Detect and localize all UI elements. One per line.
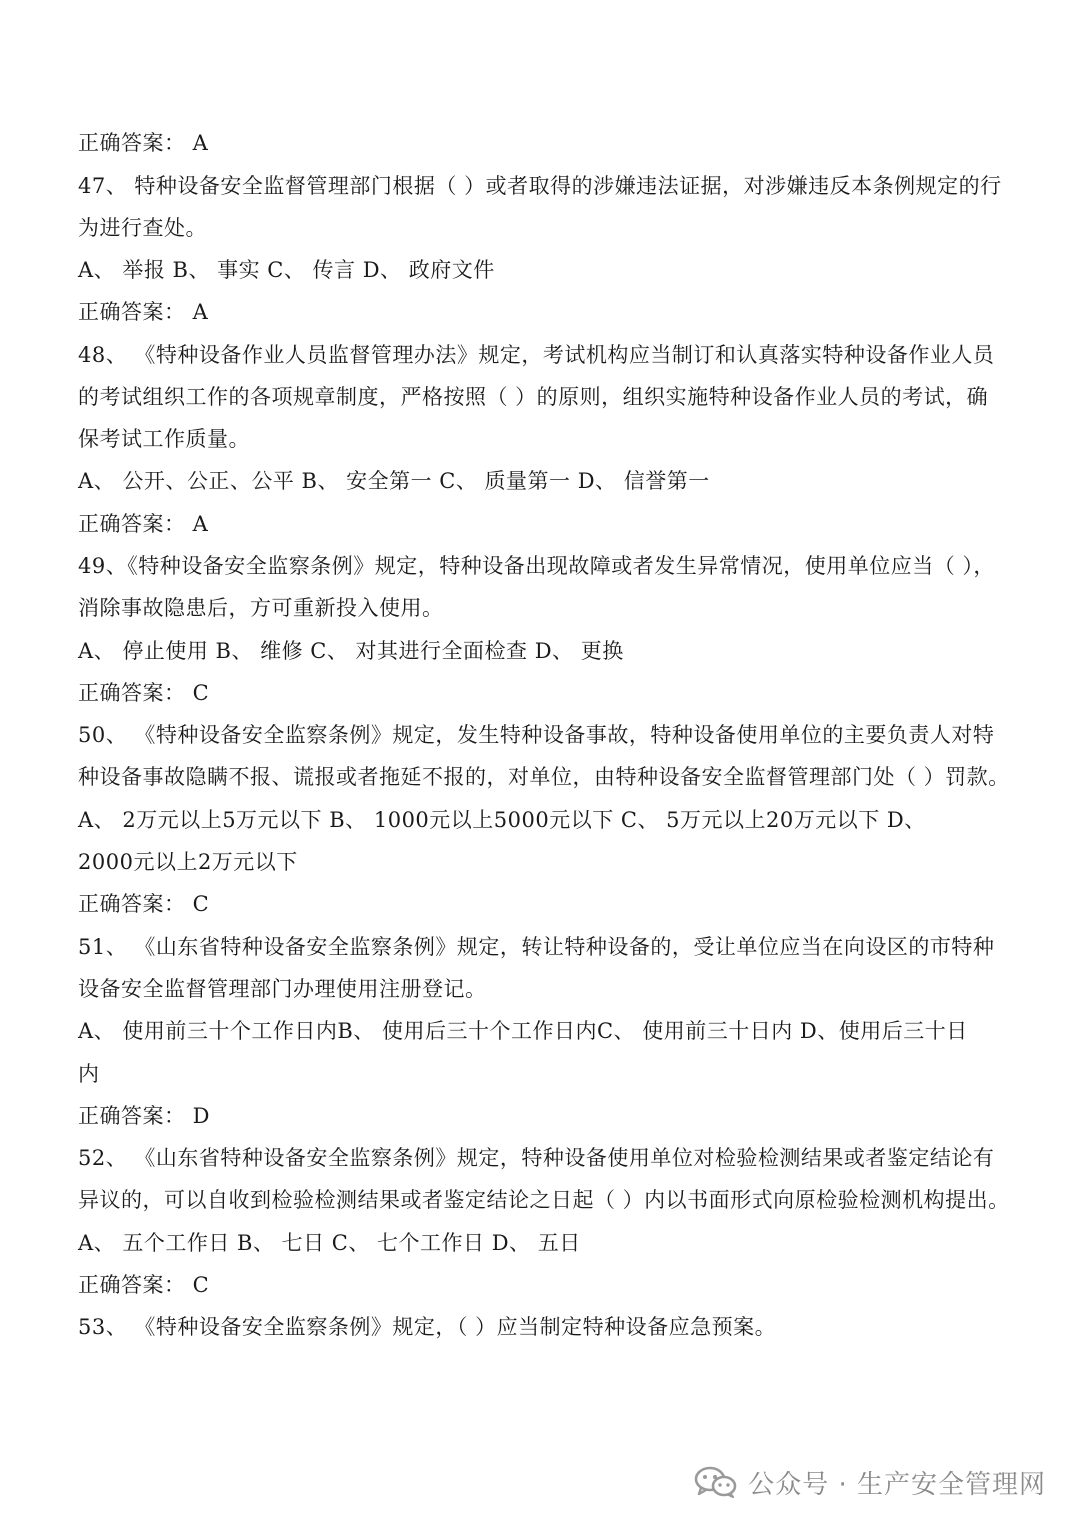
- question-50-options-cont: 2000元以上2万元以下: [78, 850, 298, 874]
- answer-52: 正确答案： C: [78, 1273, 210, 1297]
- question-52-options: A、 五个工作日 B、 七日 C、 七个工作日 D、 五日: [78, 1231, 581, 1255]
- question-49-options: A、 停止使用 B、 维修 C、 对其进行全面检查 D、 更换: [78, 639, 624, 663]
- answer-48: 正确答案： A: [78, 512, 209, 536]
- question-47-text: 47、 特种设备安全监督管理部门根据（ ）或者取得的涉嫌违法证据，对涉嫌违反本条例规定的行: [78, 174, 1002, 198]
- answer-49: 正确答案： C: [78, 681, 210, 705]
- watermark-text: 公众号 · 生产安全管理网: [748, 1469, 1046, 1500]
- question-49-text-cont: 消除事故隐患后，方可重新投入使用。: [78, 596, 444, 620]
- question-51-text: 51、 《山东省特种设备安全监察条例》规定，转让特种设备的，受让单位应当在向设区的市特种: [78, 935, 995, 959]
- question-47-options: A、 举报 B、 事实 C、 传言 D、 政府文件: [78, 258, 495, 282]
- answer-47: 正确答案： A: [78, 300, 209, 324]
- question-48-text: 48、 《特种设备作业人员监督管理办法》规定，考试机构应当制订和认真落实特种设备作业人员: [78, 343, 995, 367]
- question-52-text-cont: 异议的，可以自收到检验检测结果或者鉴定结论之日起（ ）内以书面形式向原检验检测机构提出。: [78, 1188, 1010, 1212]
- question-48-options: A、 公开、公正、公平 B、 安全第一 C、 质量第一 D、 信誉第一: [78, 469, 710, 493]
- question-50-options: A、 2万元以上5万元以下 B、 1000元以上5000元以下 C、 5万元以上20万元以下 D、: [78, 808, 926, 832]
- question-47-text-cont: 为进行查处。: [78, 216, 207, 240]
- question-49-text: 49、《特种设备安全监察条例》规定，特种设备出现故障或者发生异常情况，使用单位应当（ ），: [78, 554, 995, 578]
- question-50-text: 50、 《特种设备安全监察条例》规定，发生特种设备事故，特种设备使用单位的主要负责人对特: [78, 723, 995, 747]
- answer-line: 正确答案： A: [78, 131, 209, 155]
- question-48-text-cont: 的考试组织工作的各项规章制度，严格按照（ ）的原则，组织实施特种设备作业人员的考试，确: [78, 385, 989, 409]
- question-51-options-cont: 内: [78, 1062, 100, 1086]
- question-53-text: 53、 《特种设备安全监察条例》规定，（ ）应当制定特种设备应急预案。: [78, 1315, 777, 1339]
- answer-50: 正确答案： C: [78, 892, 210, 916]
- wechat-icon: [694, 1466, 738, 1498]
- wechat-watermark: [694, 1462, 1046, 1502]
- question-48-text-cont2: 保考试工作质量。: [78, 427, 250, 451]
- question-52-text: 52、 《山东省特种设备安全监察条例》规定，特种设备使用单位对检验检测结果或者鉴定结论有: [78, 1146, 995, 1170]
- question-51-text-cont: 设备安全监督管理部门办理使用注册登记。: [78, 977, 487, 1001]
- question-50-text-cont: 种设备事故隐瞒不报、谎报或者拖延不报的，对单位，由特种设备安全监督管理部门处（ ）罚款。: [78, 765, 1010, 789]
- answer-51: 正确答案： D: [78, 1104, 211, 1128]
- question-51-options: A、 使用前三十个工作日内B、 使用后三十个工作日内C、 使用前三十日内 D、使用后三十日: [78, 1019, 968, 1043]
